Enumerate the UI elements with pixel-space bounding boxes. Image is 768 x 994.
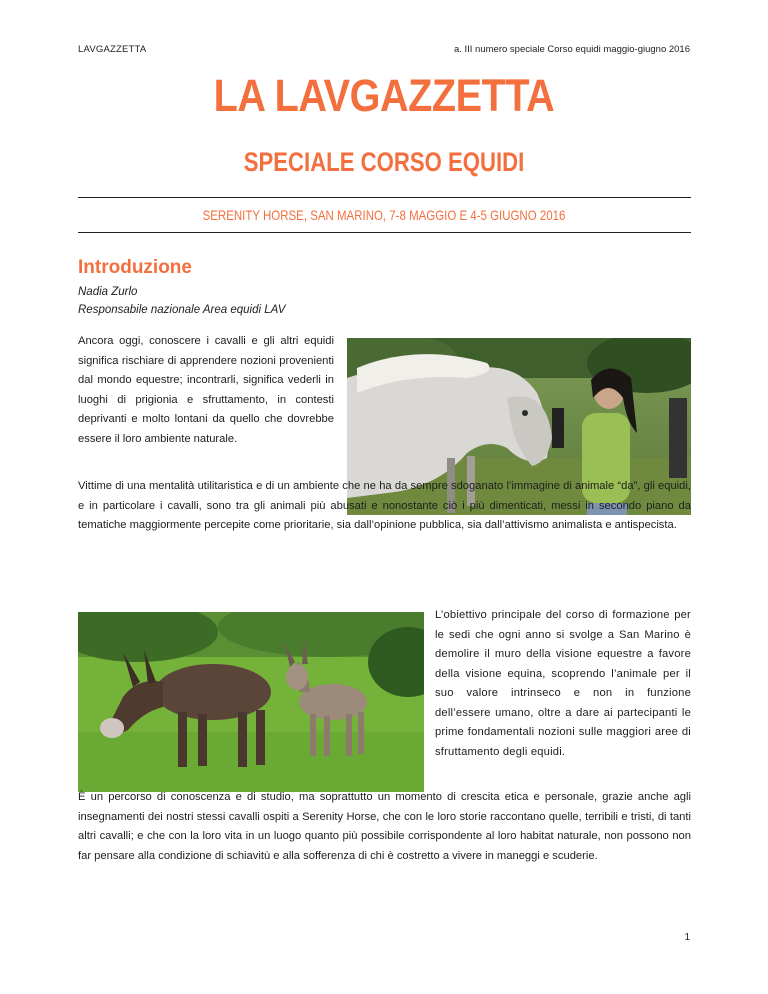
- author-name: Nadia Zurlo: [78, 286, 138, 298]
- paragraph-4: È un percorso di conoscenza e di studio, ma soprattutto un momento di crescita etica e personale, grazie anche agli insegnamenti dei nostri stessi cavalli ospiti a Serenity Horse, che con le loro storie raccontano quelle, terribili e tristi, di tanti altri cavalli; e che con la loro vita in un luogo quanto più possibile corrispondente al loro habitat naturale, non possono non far pensare alla condizione di schiavitù e alla sofferenza di chi è costretto a vivere in maneggi e scuderie.: [78, 791, 691, 862]
- page-number: 1: [684, 932, 690, 943]
- author-role: Responsabile nazionale Area equidi LAV: [78, 304, 286, 316]
- donkey-photo: [78, 612, 424, 792]
- masthead-subtitle: SPECIALE CORSO EQUIDI: [243, 147, 525, 177]
- paragraph-2: [78, 477, 691, 536]
- author-block: [78, 283, 285, 319]
- event-line: SERENITY HORSE, SAN MARINO, 7-8 MAGGIO E 4-5 GIUGNO 2016: [202, 207, 566, 223]
- paragraph-2-text: Vittime di una mentalità utilitaristica e di un ambiente che ne ha da sempre sdoganato l’immagine di animale “da”, gli equidi, e in particolare i cavalli, sono tra gli animali più abusati e nonostante ciò i più dimenticati, messi in secondo piano da tematiche maggiormente percepite come prioritarie, sia dall’opinione pubblica, sia dall’attivismo animalista e antispecista.: [78, 480, 691, 531]
- running-header-right: a. III numero speciale Corso equidi maggio-giugno 2016: [453, 44, 690, 55]
- paragraph-3: L’obiettivo principale del corso di formazione per le sedi che ogni anno si svolge a San Marino è demolire il muro della visione equestre a favore della visione equina, scoprendo l’animale per il suo valore intrinseco e non in funzione dell’essere umano, oltre a dare ai partecipanti le prime fondamentali nozioni sulle maggiori aree di sfruttamento degli equidi.: [435, 609, 691, 758]
- masthead-title: LA LAVGAZZETTA: [213, 70, 555, 121]
- section-title: Introduzione: [78, 257, 192, 278]
- top-divider: [78, 197, 691, 198]
- bottom-divider: [78, 232, 691, 233]
- paragraph-1: Ancora oggi, conoscere i cavalli e gli altri equidi significa rischiare di apprendere nozioni provenienti dal mondo equestre; incontrarli, significa vederli in luoghi di prigionia e sfruttamento, in contesti deprivanti e molto lontani da quello che dovrebbe essere il loro ambiente naturale.: [78, 335, 334, 445]
- running-header-left: LAVGAZZETTA: [78, 44, 147, 55]
